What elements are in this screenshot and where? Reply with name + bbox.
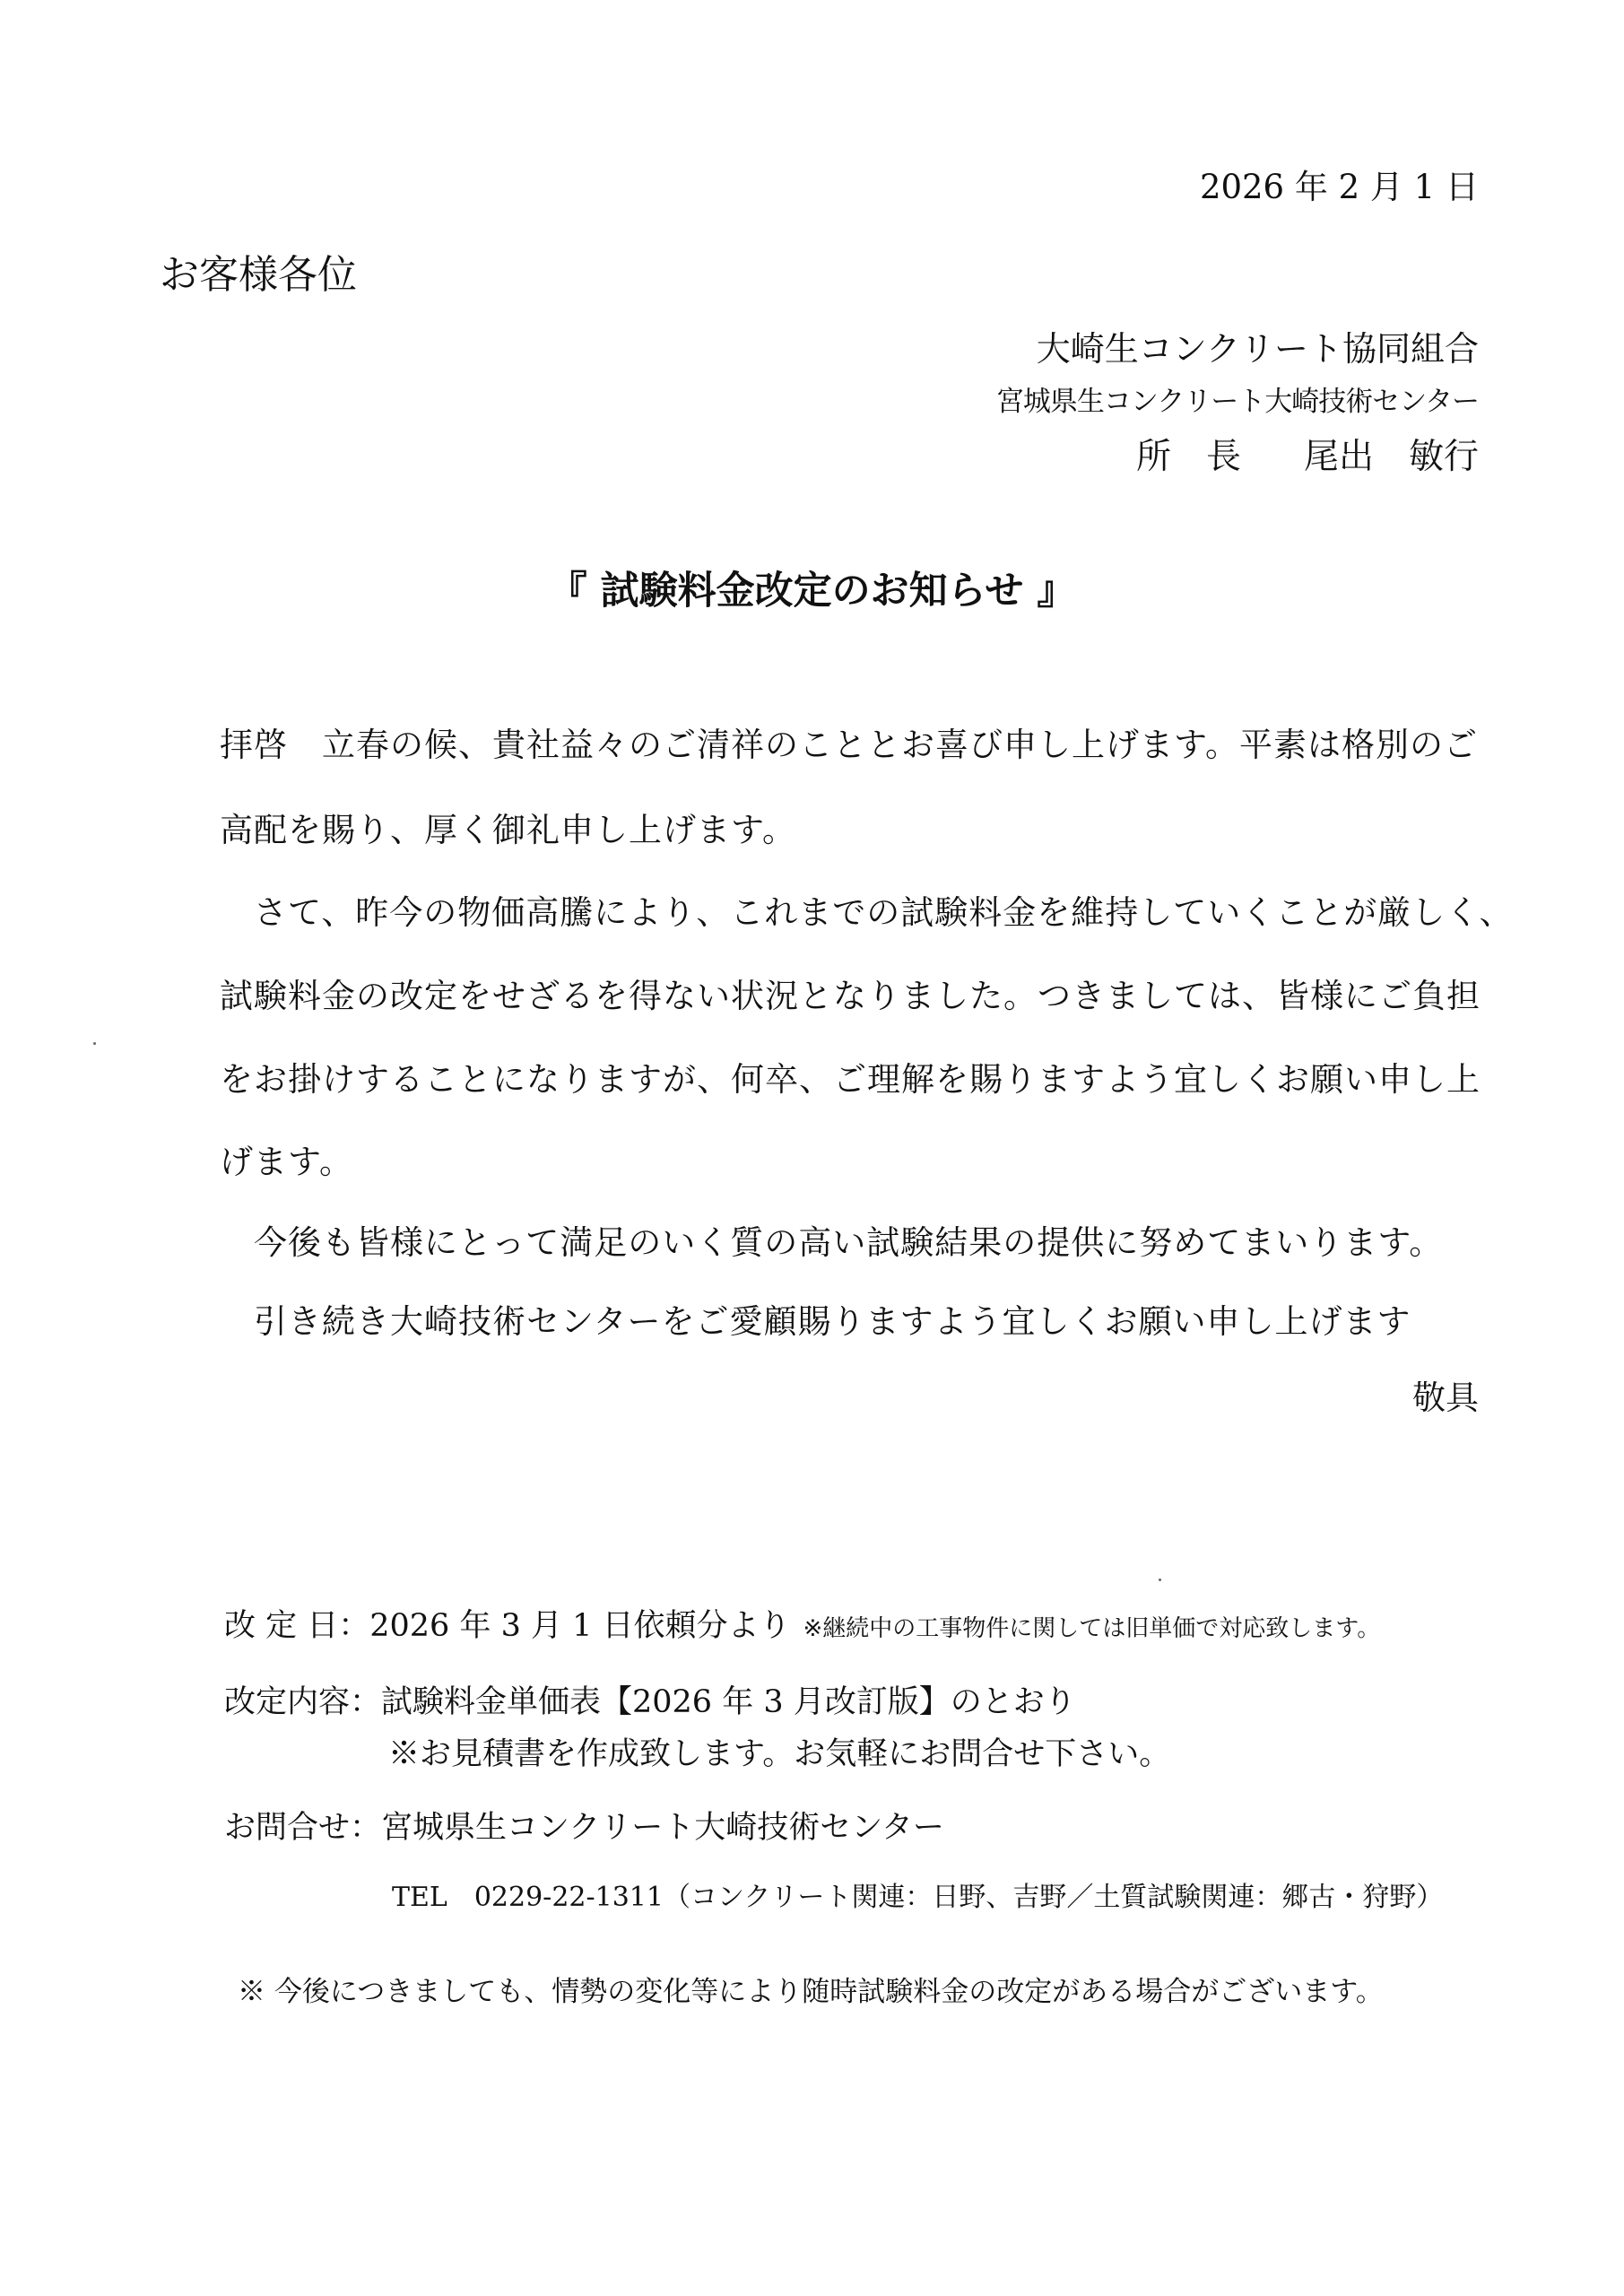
revision-content: 改定内容：試験料金単価表【2026 年 3 月改訂版】のとおり <box>224 1684 1076 1720</box>
sender-organization: 大崎生コンクリート協同組合 <box>1036 329 1479 369</box>
body-line: 拝啓 立春の候、貴社益々のご清祥のこととお喜び申し上げます。平素は格別のご <box>220 726 1479 764</box>
contact-line: お問合せ：宮城県生コンクリート大崎技術センター <box>224 1810 944 1846</box>
document-title: 『 試験料金改定のお知らせ 』 <box>548 569 1076 613</box>
letter-date: 2026 年 2 月 1 日 <box>1199 168 1479 206</box>
body-line: をお掛けすることになりますが、何卒、ご理解を賜りますよう宜しくお願い申し上 <box>220 1060 1481 1099</box>
addressee: お客様各位 <box>160 252 357 298</box>
contact-telephone: TEL 0229-22-1311（コンクリート関連：日野、吉野／土質試験関連：郷古・狩野） <box>392 1882 1444 1913</box>
body-line: 高配を賜り、厚く御礼申し上げます。 <box>220 811 797 849</box>
revision-date-row <box>224 1601 1380 1646</box>
sender-title: 所 長 <box>1135 437 1241 477</box>
revision-content-note: ※お見積書を作成致します。お気軽にお問合せ下さい。 <box>388 1736 1171 1772</box>
revision-date: 改 定 日：2026 年 3 月 1 日依頼分より <box>224 1608 791 1644</box>
revision-date-note: ※継続中の工事物件に関しては旧単価で対応致します。 <box>803 1615 1381 1642</box>
sender-name: 尾出 敏行 <box>1303 437 1479 477</box>
footnote: ※ 今後につきましても、情勢の変化等により随時試験料金の改定がある場合がございます。 <box>238 1976 1384 2008</box>
body-line: 引き続き大崎技術センターをご愛顧賜りますよう宜しくお願い申し上げます <box>220 1302 1411 1341</box>
sender-signature <box>1136 429 1479 479</box>
scan-speck <box>93 1042 96 1045</box>
sender-department: 宮城県生コンクリート大崎技術センター <box>995 386 1479 418</box>
body-line: 今後も皆様にとって満足のいく質の高い試験結果の提供に努めてまいります。 <box>220 1223 1444 1262</box>
scan-speck <box>1159 1578 1161 1581</box>
closing-word: 敬具 <box>1412 1378 1479 1417</box>
body-line: げます。 <box>220 1143 354 1181</box>
body-line: さて、昨今の物価高騰により、これまでの試験料金を維持していくことが厳しく、 <box>220 893 1514 932</box>
body-line: 試験料金の改定をせざるを得ない状況となりました。つきましては、皆様にご負担 <box>220 977 1481 1015</box>
